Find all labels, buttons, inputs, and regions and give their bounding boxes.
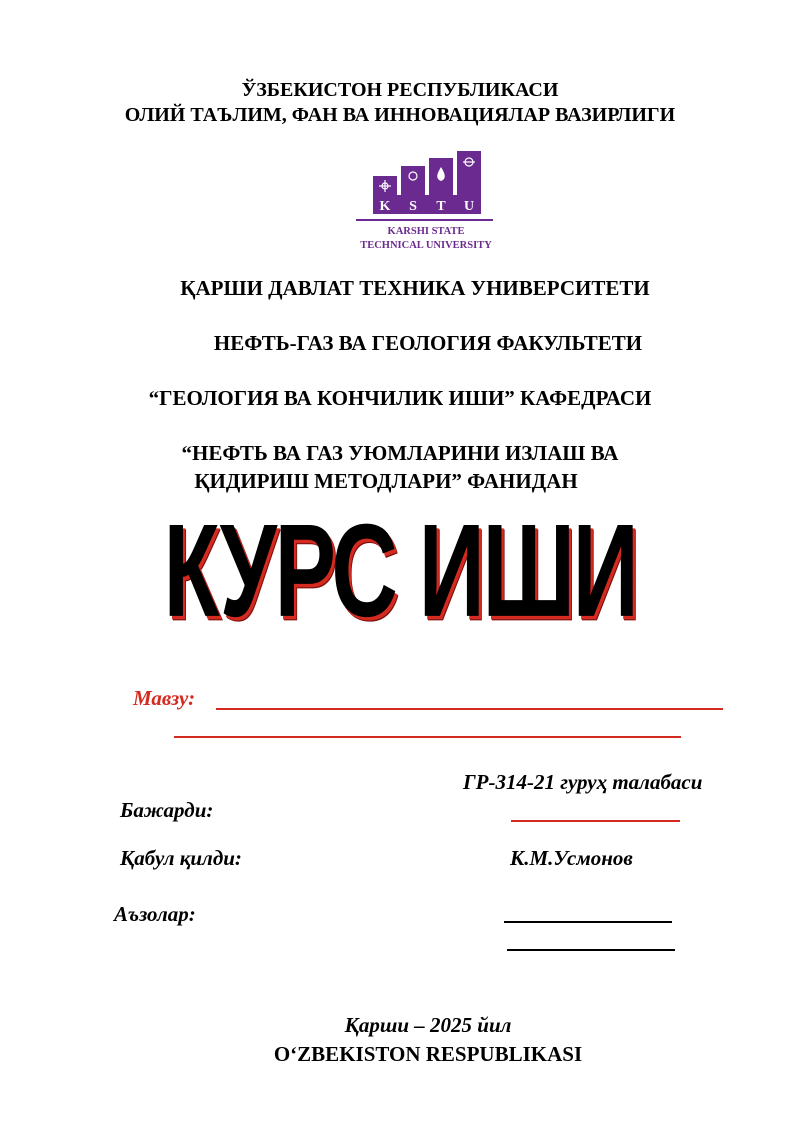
logo-letter-u: U — [463, 199, 475, 214]
logo-letter-k: K — [379, 199, 391, 214]
ministry-name: ОЛИЙ ТАЪЛИМ, ФАН ВА ИННОВАЦИЯЛАР ВАЗИРЛИГИ — [124, 104, 676, 126]
member-line-2 — [507, 949, 675, 951]
performed-signature-line — [511, 820, 680, 822]
place-year: Қарши – 2025 йил — [344, 1013, 512, 1037]
logo-text-line2: TECHNICAL UNIVERSITY — [360, 240, 492, 251]
department-name: “ГЕОЛОГИЯ ВА КОНЧИЛИК ИШИ” КАФЕДРАСИ — [148, 386, 652, 410]
topic-line-1 — [216, 708, 723, 710]
performed-label: Бажарди: — [120, 798, 214, 822]
accepted-label: Қабул қилди: — [120, 846, 242, 870]
logo-text-line1: KARSHI STATE — [387, 226, 465, 237]
subject-line-2: ҚИДИРИШ МЕТОДЛАРИ” ФАНИДАН — [194, 469, 578, 493]
member-line-1 — [504, 921, 672, 923]
student-group: ГР-314-21 гуруҳ талабаси — [463, 770, 703, 794]
logo-letter-s: S — [409, 199, 417, 214]
document-title: КУРС ИШИ — [163, 497, 637, 645]
topic-line-2 — [174, 736, 681, 738]
ministry-country: ЎЗБЕКИСТОН РЕСПУБЛИКАСИ — [241, 79, 559, 101]
university-logo — [340, 148, 520, 258]
logo-letter-t: T — [436, 199, 446, 214]
university-name: ҚАРШИ ДАВЛАТ ТЕХНИКА УНИВЕРСИТЕТИ — [180, 276, 650, 300]
footer-country: O‘ZBEKISTON RESPUBLIKASI — [273, 1042, 583, 1066]
subject-line-1: “НЕФТЬ ВА ГАЗ УЮМЛАРИНИ ИЗЛАШ ВА — [181, 441, 619, 465]
members-label: Аъзолар: — [114, 902, 196, 926]
kstu-logo-icon — [340, 148, 520, 258]
faculty-name: НЕФТЬ-ГАЗ ВА ГЕОЛОГИЯ ФАКУЛЬТЕТИ — [213, 331, 643, 355]
accepted-name: К.М.Усмонов — [510, 846, 633, 870]
topic-label: Мавзу: — [133, 686, 196, 710]
